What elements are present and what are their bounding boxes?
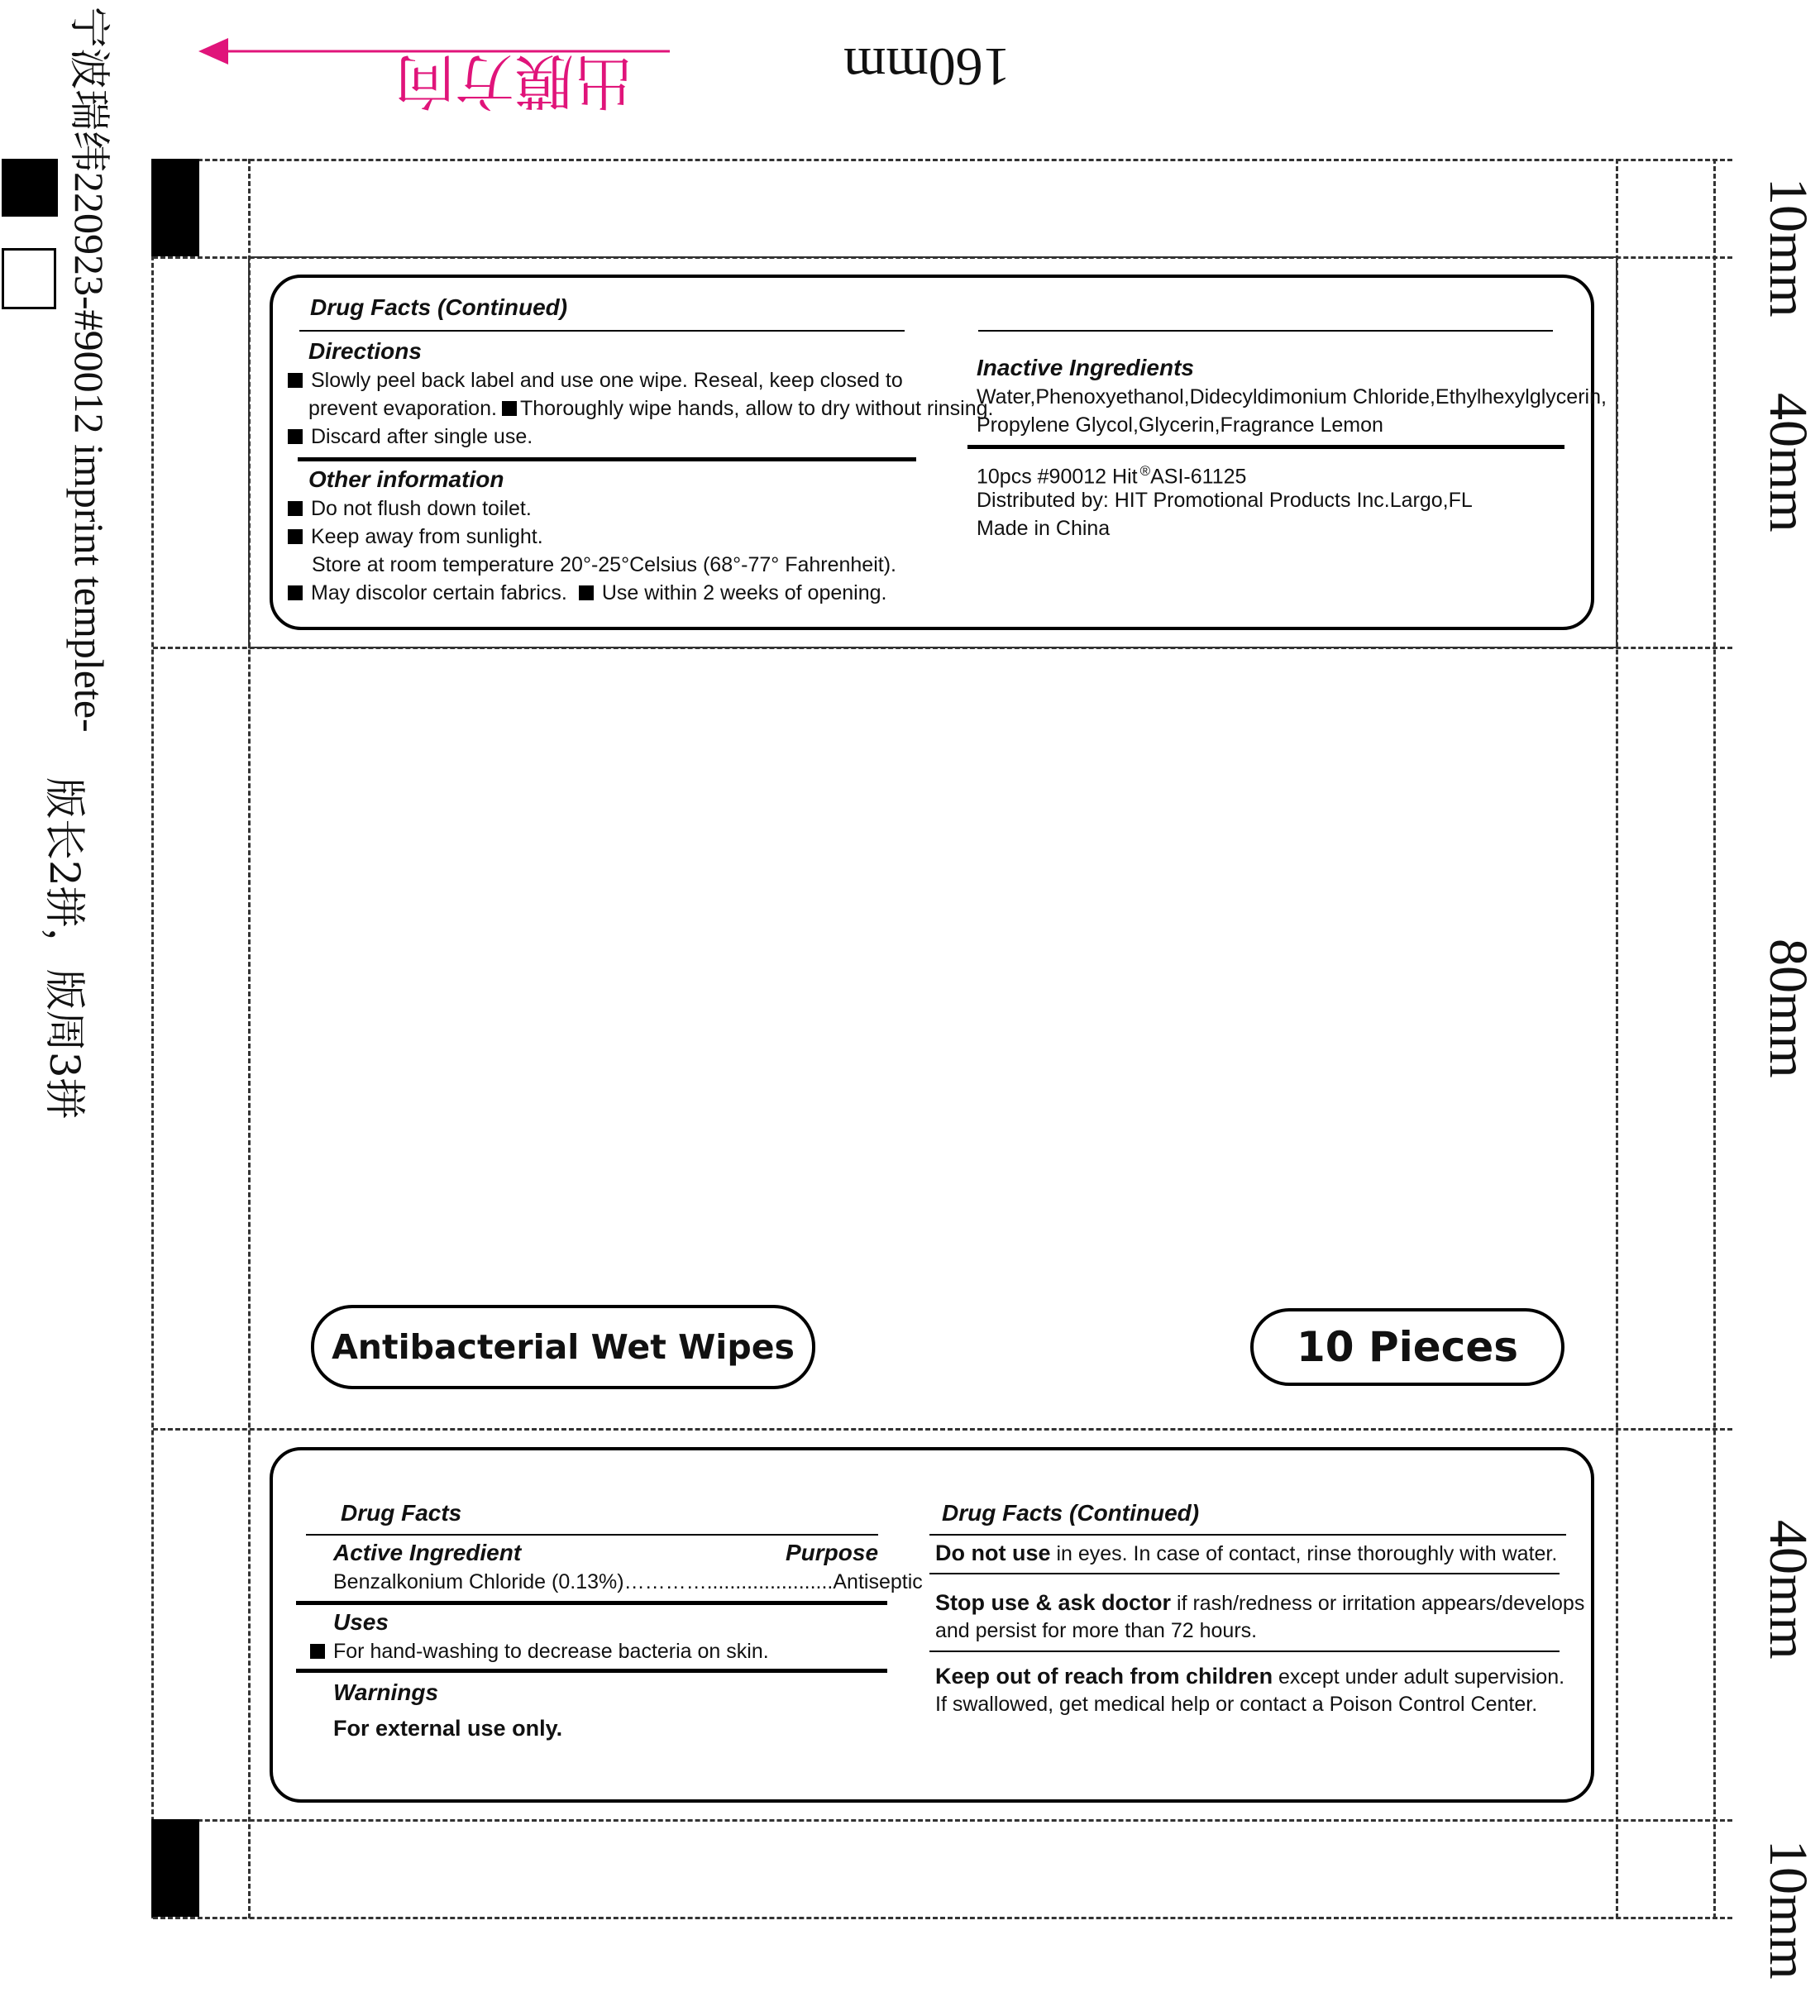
uses-rule (296, 1669, 887, 1673)
stop-use-line: Stop use & ask doctor if rash/redness or irritation appears/develops (935, 1590, 1585, 1615)
dim-top-40mm: 40mm (1758, 393, 1818, 533)
eye-mark-top (151, 159, 199, 256)
warnings-heading: Warnings (333, 1679, 439, 1705)
do-not-use-line: Do not use in eyes. In case of contact, rinse thoroughly with water. (935, 1541, 1558, 1565)
dim-80mm: 80mm (1758, 939, 1818, 1078)
directions-line-1: Slowly peel back label and use one wipe. Reseal, keep closed to (288, 366, 903, 394)
bottom-panel-title: Drug Facts (341, 1500, 462, 1526)
uses-line: For hand-washing to decrease bacteria on skin. (310, 1637, 769, 1665)
dim-top-10mm: 10mm (1758, 178, 1818, 318)
keep-out-line-2: If swallowed, get medical help or contact a Poison Control Center. (935, 1693, 1538, 1716)
keep-out-line: Keep out of reach from children except under adult supervision. (935, 1664, 1565, 1689)
bottom-cont-title: Drug Facts (Continued) (942, 1500, 1200, 1526)
bullet-icon (288, 529, 303, 544)
stop-use-rule (929, 1651, 1560, 1652)
directions-line-2: prevent evaporation. Thoroughly wipe hands, allow to dry without rinsing. (308, 397, 994, 420)
do-not-use-rule (929, 1573, 1560, 1574)
width-label: 160mm (843, 36, 1010, 97)
template-title: 宁波瑞纬220923-#90012 imprint templete- (66, 7, 112, 733)
registration-mark-empty (2, 248, 56, 309)
directions-rule (298, 457, 916, 461)
plate-note: 版长2拼，版周3拼 (41, 777, 88, 1120)
dim-bottom-40mm: 40mm (1758, 1520, 1818, 1660)
bottom-drug-facts-panel (270, 1447, 1594, 1803)
title-rule-right (978, 330, 1553, 332)
inactive-line-1: Water,Phenoxyethanol,Didecyldimonium Chloride,Ethylhexylglycerin, (977, 385, 1607, 408)
active-line: Benzalkonium Chloride (0.13%)…………......................Antiseptic (333, 1570, 923, 1593)
warnings-line: For external use only. (333, 1716, 563, 1741)
bullet-icon (288, 373, 303, 388)
product-name-pill: Antibacterial Wet Wipes (311, 1305, 815, 1389)
direction-label: 出膜方向 (395, 46, 634, 116)
purpose-heading: Purpose (786, 1540, 879, 1565)
info-line-1: 10pcs #90012 Hit ®ASI-61125 (977, 463, 1247, 489)
info-line-3: Made in China (977, 517, 1111, 540)
inactive-line-2: Propylene Glycol,Glycerin,Fragrance Lemon (977, 413, 1383, 437)
bullet-icon (502, 401, 517, 416)
inactive-heading: Inactive Ingredients (977, 355, 1194, 380)
inactive-rule (967, 445, 1564, 449)
other-line-1: Do not flush down toilet. (288, 494, 532, 523)
registration-mark-filled (2, 159, 58, 217)
info-line-2: Distributed by: HIT Promotional Products Inc.Largo,FL (977, 489, 1473, 512)
cont-title-rule (929, 1534, 1566, 1536)
stop-use-line-2: and persist for more than 72 hours. (935, 1619, 1258, 1642)
bullet-icon (288, 585, 303, 600)
top-panel-title: Drug Facts (Continued) (310, 294, 568, 320)
count-pill: 10 Pieces (1250, 1308, 1564, 1386)
directions-line-3: Discard after single use. (288, 423, 533, 451)
bullet-icon (310, 1644, 325, 1659)
active-rule (296, 1601, 887, 1605)
other-line-3: Store at room temperature 20°-25°Celsius (68°-77° Fahrenheit). (312, 553, 896, 576)
eye-mark-bottom (151, 1819, 199, 1917)
bullet-icon (288, 501, 303, 516)
other-line-2: Keep away from sunlight. (288, 523, 543, 551)
other-info-heading: Other information (308, 466, 504, 492)
title-rule-left (299, 330, 905, 332)
bullet-icon (288, 429, 303, 444)
bullet-icon (579, 585, 594, 600)
uses-heading: Uses (333, 1609, 389, 1635)
active-heading: Active Ingredient (333, 1540, 522, 1565)
directions-heading: Directions (308, 338, 422, 364)
dim-bottom-10mm: 10mm (1758, 1840, 1818, 1980)
bottom-title-rule (306, 1534, 878, 1536)
other-line-4: May discolor certain fabrics. Use within 2 weeks of opening. (288, 579, 886, 607)
